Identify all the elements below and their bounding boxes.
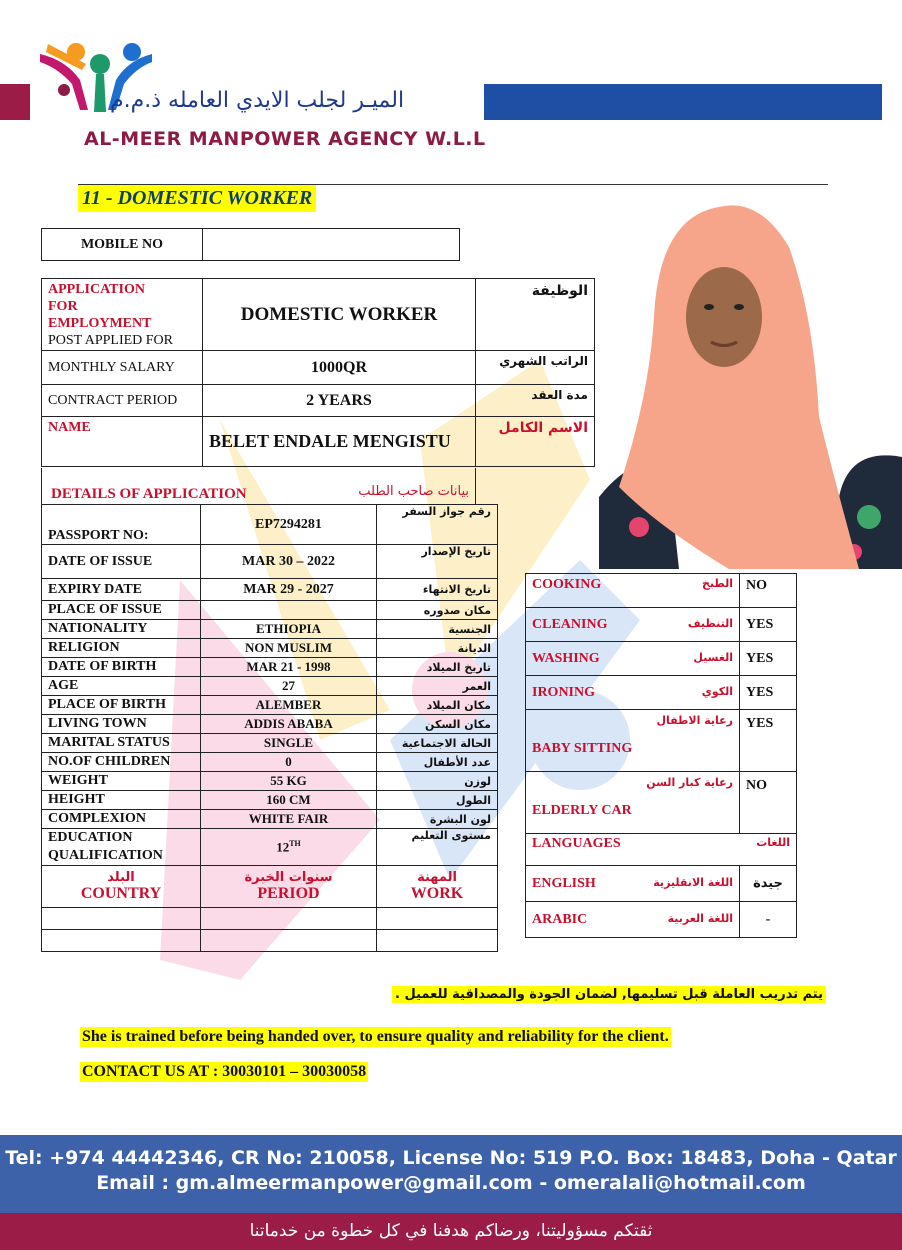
period-label: PERIOD xyxy=(257,885,320,902)
mobile-label: MOBILE NO xyxy=(42,229,203,261)
detail-label: DATE OF ISSUE xyxy=(42,545,201,579)
education-value-cell xyxy=(201,829,377,866)
skill-cell xyxy=(526,710,740,772)
education-arabic: مستوى التعليم xyxy=(377,829,498,866)
footer-line-1: Tel: +974 44442346, CR No: 210058, License No: 519 P.O. Box: 18483, Doha - Qatar xyxy=(5,1147,897,1169)
education-label-1: EDUCATION xyxy=(48,830,133,845)
skill-value: NO xyxy=(740,574,797,608)
name-value: BELET ENDALE MENGISTU xyxy=(203,417,476,467)
application-label-cell xyxy=(42,279,203,351)
detail-arabic: عدد الأطفال xyxy=(377,753,498,772)
detail-label: PLACE OF BIRTH xyxy=(42,696,201,715)
country-label: COUNTRY xyxy=(80,885,162,902)
education-label-cell xyxy=(42,829,201,866)
details-title: DETAILS OF APPLICATION xyxy=(51,486,247,502)
language-cell xyxy=(526,902,740,938)
skill-arabic: الغسيل xyxy=(693,650,733,664)
skill-value: NO xyxy=(740,772,797,834)
education-sup: TH xyxy=(289,838,301,848)
skill-cell xyxy=(526,608,740,642)
skill-arabic: رعاية الاطفال xyxy=(656,714,733,727)
country-arabic: البلد xyxy=(107,870,135,885)
detail-value: 55 KG xyxy=(201,772,377,791)
application-label-1: APPLICATION xyxy=(48,281,145,297)
detail-arabic: تاريخ الانتهاء xyxy=(377,579,498,601)
language-arabic: اللغة العربية xyxy=(667,911,733,925)
detail-arabic: لوزن xyxy=(377,772,498,791)
detail-arabic: العمر xyxy=(377,677,498,696)
skill-label: ELDERLY CAR xyxy=(532,803,632,818)
detail-value: MAR 30 – 2022 xyxy=(201,545,377,579)
language-label: ARABIC xyxy=(532,911,588,927)
detail-value: NON MUSLIM xyxy=(201,639,377,658)
note-english: She is trained before being handed over, to ensure quality and reliability for the client. xyxy=(82,1028,669,1045)
work-arabic: المهنة xyxy=(417,870,457,885)
name-arabic: الاسم الكامل xyxy=(476,417,595,467)
detail-value: MAR 21 - 1998 xyxy=(201,658,377,677)
skill-cell xyxy=(526,676,740,710)
detail-value: EP7294281 xyxy=(201,505,377,545)
skill-label: WASHING xyxy=(532,650,600,666)
salary-value: 1000QR xyxy=(203,351,476,385)
post-value: DOMESTIC WORKER xyxy=(203,279,476,351)
detail-arabic: رقم جواز السفر xyxy=(377,505,498,545)
skill-arabic: التنظيف xyxy=(687,616,733,630)
skill-arabic: الكوي xyxy=(701,684,733,698)
education-value: 12 xyxy=(276,839,290,855)
details-title-box xyxy=(41,468,476,504)
salary-label: MONTHLY SALARY xyxy=(42,351,203,385)
footer-line-2: Email : gm.almeermanpower@gmail.com - omeralali@hotmail.com xyxy=(96,1172,806,1194)
experience-work-header xyxy=(377,866,498,908)
detail-label: NO.OF CHILDREN xyxy=(42,753,201,772)
skill-cell xyxy=(526,642,740,676)
detail-label: PASSPORT NO: xyxy=(42,505,201,545)
detail-arabic: لون البشرة xyxy=(377,810,498,829)
detail-value: SINGLE xyxy=(201,734,377,753)
skill-label: IRONING xyxy=(532,684,596,700)
language-label: ENGLISH xyxy=(532,875,596,891)
note-arabic: يتم تدريب العاملة قبل تسليمها, لضمان الجودة والمصداقية للعميل . xyxy=(392,986,826,1003)
skill-cell xyxy=(526,772,740,834)
post-applied-label: POST APPLIED FOR xyxy=(48,332,174,348)
detail-label: PLACE OF ISSUE xyxy=(42,601,201,620)
detail-value: MAR 29 - 2027 xyxy=(201,579,377,601)
skill-value: YES xyxy=(740,608,797,642)
skill-label: BABY SITTING xyxy=(532,741,633,756)
languages-arabic: اللغات xyxy=(756,836,790,849)
detail-arabic: الحالة الاجتماعية xyxy=(377,734,498,753)
detail-arabic: تاريخ الإصدار xyxy=(377,545,498,579)
detail-label: RELIGION xyxy=(42,639,201,658)
experience-row xyxy=(42,930,498,952)
detail-value: WHITE FAIR xyxy=(201,810,377,829)
detail-label: HEIGHT xyxy=(42,791,201,810)
language-cell xyxy=(526,866,740,902)
detail-label: NATIONALITY xyxy=(42,620,201,639)
language-value: جيدة xyxy=(740,866,797,902)
footer-contact xyxy=(0,1135,902,1213)
language-arabic: اللغة الانقليزية xyxy=(653,875,733,889)
applicant-photo-image xyxy=(599,197,902,569)
skill-arabic: رعاية كبار السن xyxy=(646,776,733,789)
detail-value: ALEMBER xyxy=(201,696,377,715)
detail-arabic: الديانة xyxy=(377,639,498,658)
detail-label: EXPIRY DATE xyxy=(42,579,201,601)
languages-header xyxy=(526,834,797,866)
mobile-value xyxy=(203,229,460,261)
detail-value xyxy=(201,601,377,620)
detail-arabic: الجنسية xyxy=(377,620,498,639)
skill-cell xyxy=(526,574,740,608)
detail-value: ADDIS ABABA xyxy=(201,715,377,734)
experience-country-header xyxy=(42,866,201,908)
detail-value: 0 xyxy=(201,753,377,772)
footer-slogan: ثقتكم مسؤوليتنا، ورضاكم هدفنا في كل خطوة من خدماتنا xyxy=(0,1213,902,1250)
job-table xyxy=(41,278,595,467)
language-value: - xyxy=(740,902,797,938)
detail-value: 160 CM xyxy=(201,791,377,810)
section-title: 11 - DOMESTIC WORKER xyxy=(78,185,316,212)
details-title-arabic: بيانات صاحب الطلب xyxy=(358,484,469,499)
skill-value: YES xyxy=(740,642,797,676)
detail-label: WEIGHT xyxy=(42,772,201,791)
contract-arabic: مدة العقد xyxy=(476,385,595,417)
detail-value: 27 xyxy=(201,677,377,696)
detail-label: COMPLEXION xyxy=(42,810,201,829)
detail-label: LIVING TOWN xyxy=(42,715,201,734)
company-name-arabic: الميـر لجلب الايدي العامله ذ.م.م xyxy=(110,88,405,113)
name-label: NAME xyxy=(42,417,203,467)
contract-label: CONTRACT PERIOD xyxy=(42,385,203,417)
education-label-2: QUALIFICATION xyxy=(48,848,163,863)
header-bar-left xyxy=(0,84,30,120)
skill-arabic: الطبخ xyxy=(701,577,733,590)
detail-arabic: مكان السكن xyxy=(377,715,498,734)
skills-table xyxy=(525,573,797,938)
detail-label: MARITAL STATUS xyxy=(42,734,201,753)
contact-line: CONTACT US AT : 30030101 – 30030058 xyxy=(82,1063,367,1080)
detail-label: AGE xyxy=(42,677,201,696)
experience-period-header xyxy=(201,866,377,908)
detail-arabic: الطول xyxy=(377,791,498,810)
detail-arabic: تاريخ الميلاد xyxy=(377,658,498,677)
languages-label: LANGUAGES xyxy=(532,836,621,851)
skill-value: YES xyxy=(740,676,797,710)
detail-arabic: مكان صدوره xyxy=(377,601,498,620)
mobile-table xyxy=(41,228,460,261)
application-label-3: EMPLOYMENT xyxy=(48,315,152,331)
skill-value: YES xyxy=(740,710,797,772)
work-label: WORK xyxy=(410,885,464,902)
header-bar-right xyxy=(484,84,882,120)
application-label-2: FOR xyxy=(48,298,78,314)
detail-arabic: مكان الميلاد xyxy=(377,696,498,715)
company-name-english: AL-MEER MANPOWER AGENCY W.L.L xyxy=(84,128,486,150)
experience-row xyxy=(42,908,498,930)
skill-label: CLEANING xyxy=(532,616,608,632)
detail-label: DATE OF BIRTH xyxy=(42,658,201,677)
details-table xyxy=(41,504,498,952)
skill-label: COOKING xyxy=(532,577,602,592)
applicant-photo xyxy=(599,197,902,569)
detail-value: ETHIOPIA xyxy=(201,620,377,639)
salary-arabic: الراتب الشهري xyxy=(476,351,595,385)
post-arabic: الوظيفة xyxy=(476,279,595,351)
period-arabic: سنوات الخبرة xyxy=(244,870,333,885)
contract-value: 2 YEARS xyxy=(203,385,476,417)
